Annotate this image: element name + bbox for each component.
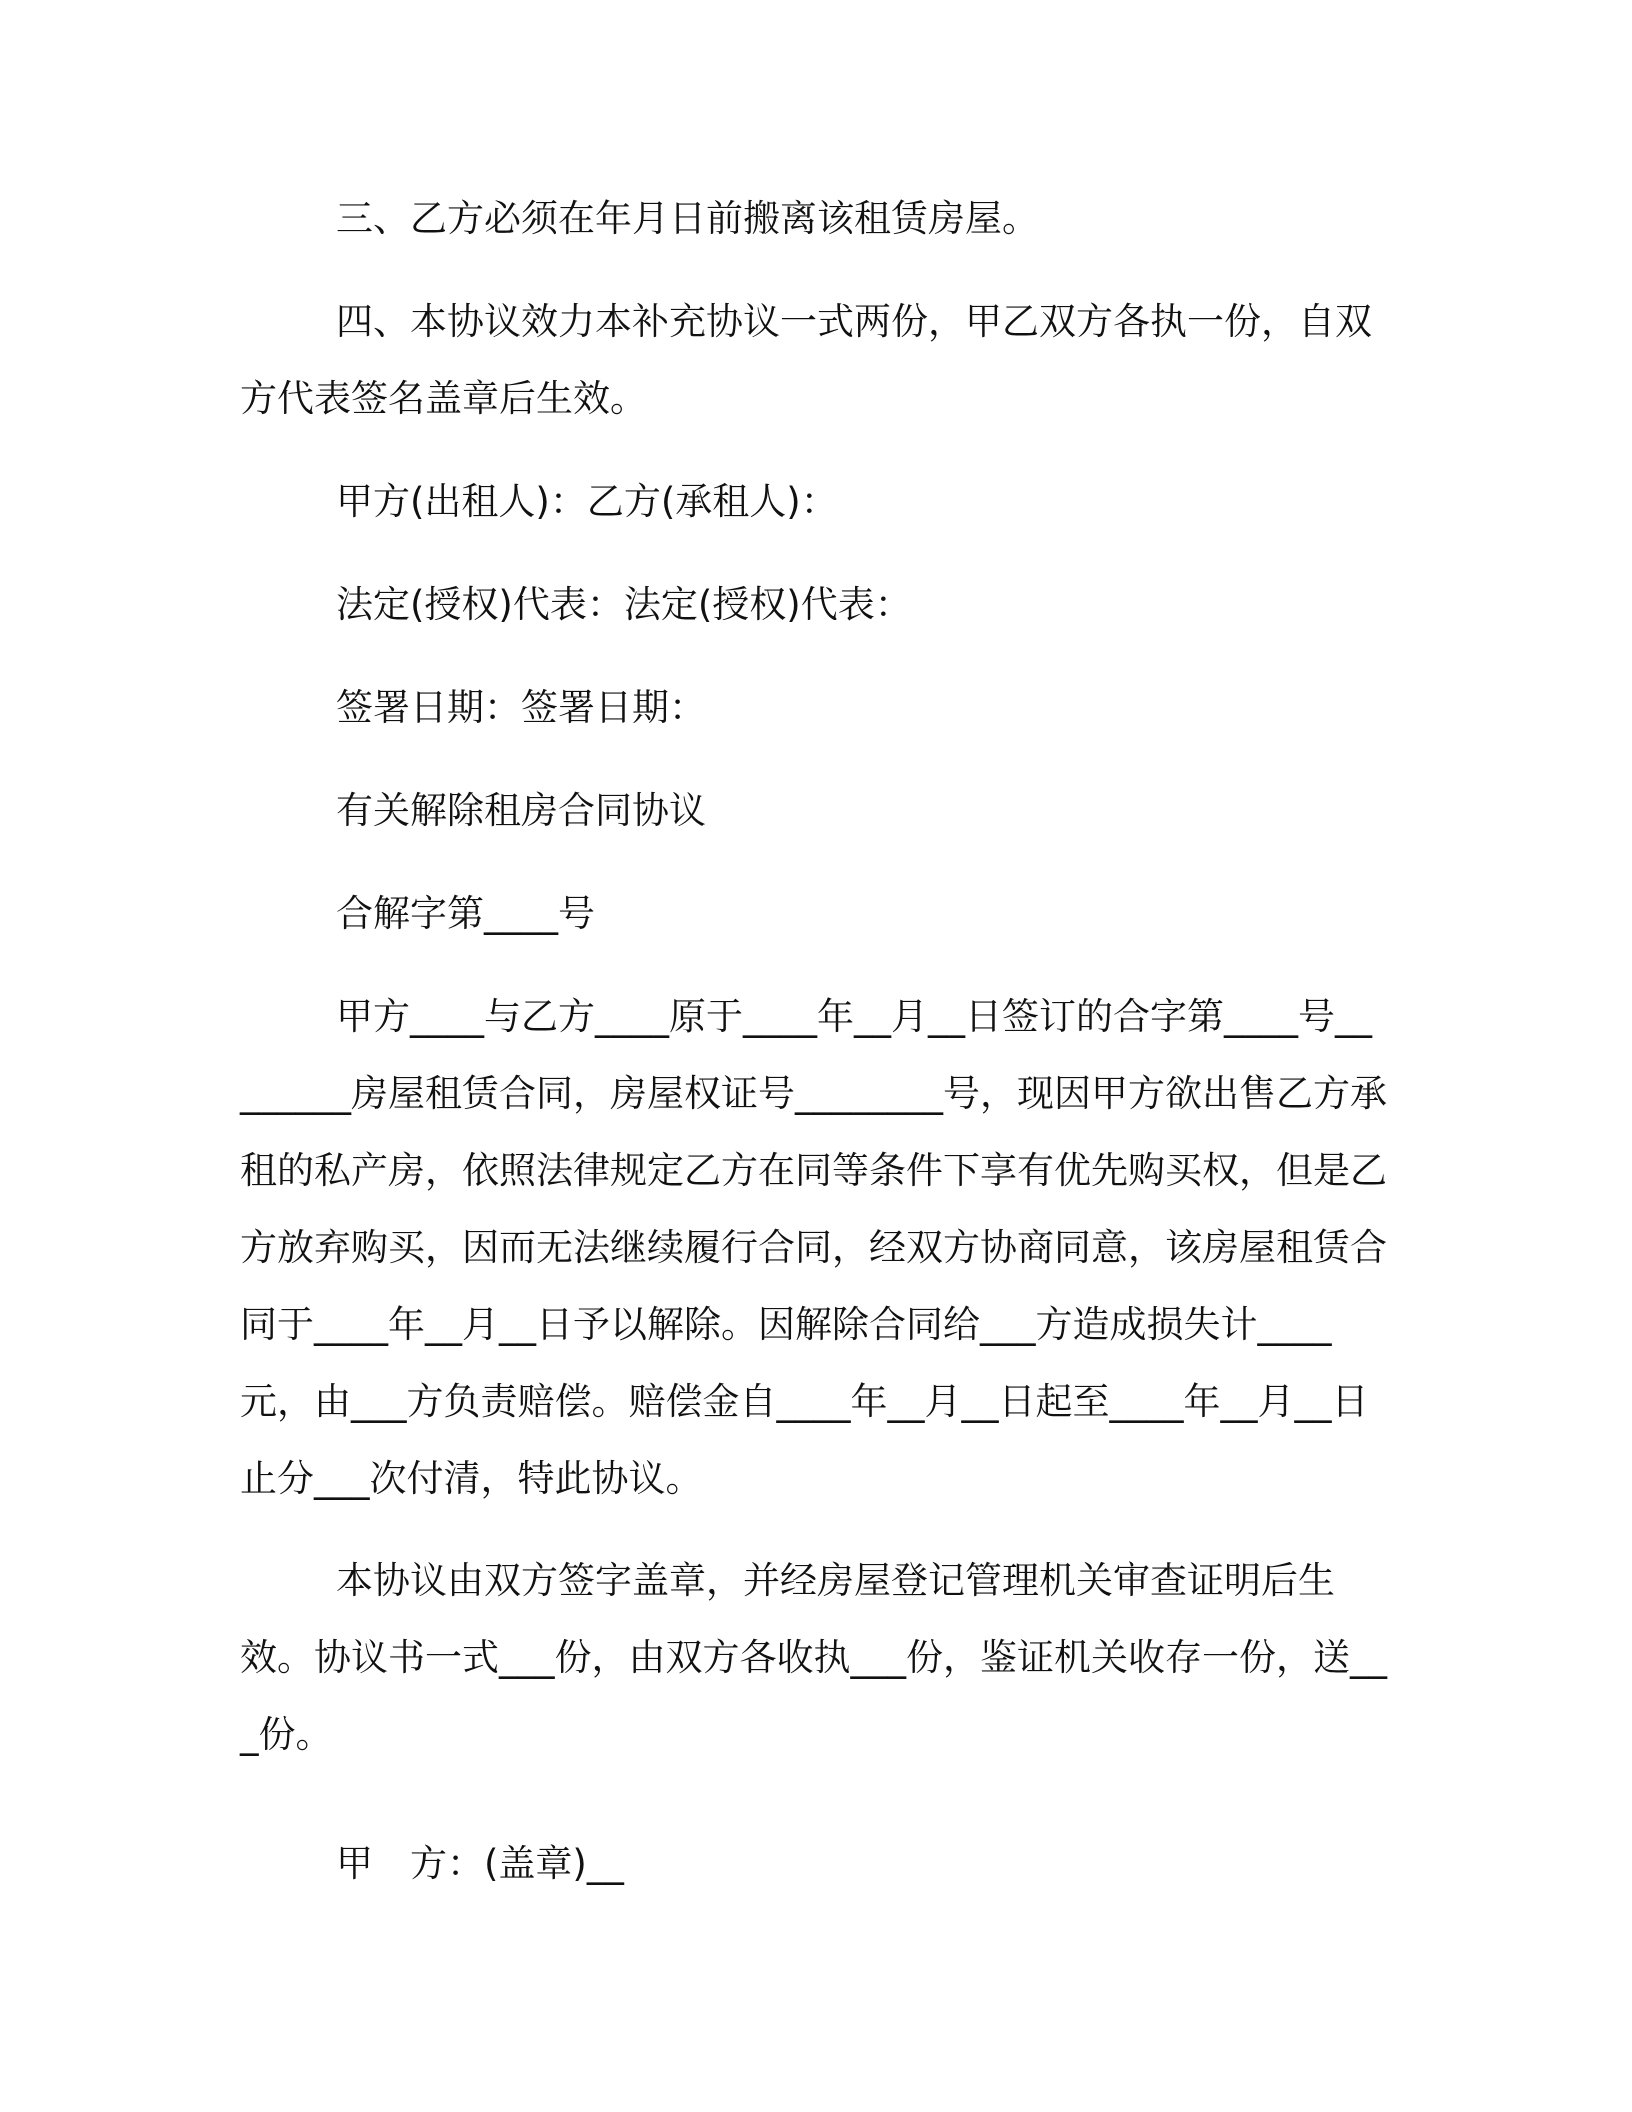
party-a-seal-line: 甲 方：(盖章)__ (336, 1842, 624, 1885)
agreement-title: 有关解除租房合同协议 (336, 789, 706, 832)
agreement-number: 合解字第____号 (336, 892, 595, 935)
termination-body: 甲方____与乙方____原于____年__月__日签订的合字第____号________房屋租赁合同，房屋权证号________号，现因甲方欲出售乙方承租的私产房，依照法律规定乙方在同等条件下享有优先购买权，但是乙方放弃购买，因而无法继续履行合同，经双方协商同意，该房屋租赁合同于____年__月__日予以解除。因解除合同给___方造成损失计____元，由___方负责赔偿。赔偿金自____年__月__日起至____年__月__日止分___次付清，特此协议。 (240, 995, 1387, 1500)
clause-three: 三、乙方必须在年月日前搬离该租赁房屋。 (336, 197, 1039, 240)
effectiveness-clause: 本协议由双方签字盖章，并经房屋登记管理机关审查证明后生效。协议书一式___份，由双方各收执___份，鉴证机关收存一份，送___份。 (240, 1559, 1387, 1756)
party-signature-line: 甲方(出租人)：乙方(承租人)： (336, 480, 838, 523)
signing-date-line: 签署日期：签署日期： (336, 686, 706, 729)
representative-line: 法定(授权)代表：法定(授权)代表： (336, 583, 912, 626)
clause-four: 四、本协议效力本补充协议一式两份，甲乙双方各执一份，自双方代表签名盖章后生效。 (240, 300, 1372, 420)
